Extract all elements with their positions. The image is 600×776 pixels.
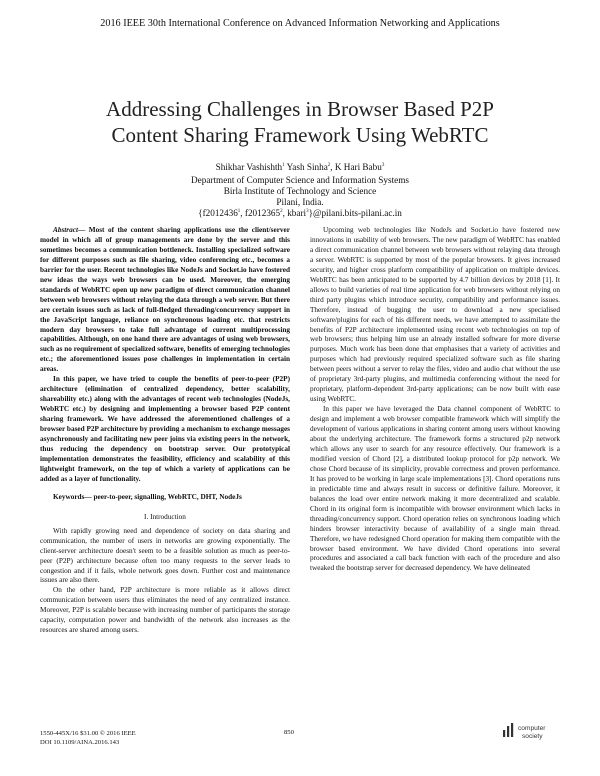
author-3: , K Hari Babu bbox=[330, 162, 382, 172]
logo-line-1: computer bbox=[518, 725, 546, 732]
intro-paragraph-1: With rapidly growing need and dependence of society on data sharing and communication, the number of users in networks are growing exponentially. The client-server architecture doesn't seem to be a feasible solution as much as peer-to-peer (P2P) architecture because often too many requests to the server leads to congestion and if it fails, whole network goes down. Further cost and maintenance issues are also there. bbox=[40, 526, 290, 585]
author-emails bbox=[60, 208, 540, 220]
author-department: Department of Computer Science and Information Systems bbox=[191, 175, 409, 185]
email-1-mark: 1 bbox=[237, 208, 241, 214]
left-column bbox=[40, 226, 290, 636]
author-3-mark: 3 bbox=[381, 162, 385, 168]
abstract-label: Abstract bbox=[53, 226, 78, 234]
title-line-1: Addressing Challenges in Browser Based P2P bbox=[106, 97, 494, 121]
author-1-mark: 1 bbox=[282, 162, 285, 168]
author-institution: Birla Institute of Technology and Science bbox=[223, 186, 377, 196]
computer-society-logo bbox=[500, 721, 570, 747]
intro-paragraph-2: On the other hand, P2P architecture is more reliable as it allows direct communication between users thus eliminates the need of any centralized instance. Moreover, P2P is scalable because with increasing number of participants the storage capacity, computation power and bandwidth of the network also increases as the resources are shared among users. bbox=[40, 586, 290, 635]
right-paragraph-2: In this paper we have leveraged the Data channel component of WebRTC to design and implement a web browser compatible framework which will simplify the development of various applications in sharing content among users without knowing about the underlying architecture. The framework forms a structured p2p network which allows any user to search for any resource effectively. Our framework is a modified version of Chord [2], a distributed lookup protocol for p2p network. We chose Chord because of its simplicity, provable correctness and proven performance. It has proved to be working in large scale implementations [3]. Chord operations runs in predictable time and always result in success or definitive failure. Moreover, it balances the load over entire network making it more decentralized and scalable. Chord in its original form is incompatible with browser environment which lacks in threading/concurrency support. Chord operation relies on synchronous loading which hinders browser interactivity because of availability of a single main thread. Therefore, we have redesigned Chord operation for making them compatible with the browser based environment. We have divided Chord operations into several procedures and associated a call back function with each of the procedure and also tweaked the bootstrap server for decreased dependency. We have delineated bbox=[310, 405, 560, 573]
email-2-mark: 2 bbox=[280, 208, 283, 214]
right-column bbox=[310, 226, 560, 574]
footer-left bbox=[40, 729, 136, 747]
author-2: Yash Sinha bbox=[284, 162, 328, 172]
abstract-paragraph-2: In this paper, we have tried to couple the benefits of peer-to-peer (P2P) architecture (elimination of centralized dependency, better scalability, shareability etc.) along with the advantages of recent web technologies (NodeJs, WebRTC etc.) by designing and implementing a browser based P2P content sharing framework. We have addressed the aforementioned challenges of a browser based P2P architecture by providing a mechanism to exchange messages asynchronously and facilitating new peer joins via existing peers in the network, thus reducing the dependency on bootstrap server. Our prototypical implementation demonstrates the feasibility, efficiency and scalability of this lightweight framework, on the top of which a variety of applications can be added as a layer of functionality. bbox=[40, 375, 290, 483]
footer-doi: DOI 10.1109/AINA.2016.143 bbox=[40, 739, 120, 746]
author-names bbox=[60, 162, 540, 174]
title-line-2: Content Sharing Framework Using WebRTC bbox=[111, 123, 489, 147]
keywords: Keywords— peer-to-peer, signalling, WebRTC, DHT, NodeJs bbox=[53, 492, 242, 501]
logo-line-2: society bbox=[522, 733, 543, 740]
abstract-paragraph-1 bbox=[40, 226, 290, 375]
paper-title bbox=[50, 96, 550, 148]
email-2: , f2012365 bbox=[240, 208, 281, 218]
email-1: {f2012436 bbox=[198, 208, 238, 218]
abstract-text-1: — Most of the content sharing applications use the client/server model in which all of group managements are done by the server and this sometimes becomes a communication bottleneck. Installing specialized software for different purposes such as file sharing, video conferencing etc., becomes a barrier for the user. Recent technologies like NodeJs and Socket.io have fostered new ideas the ways web browsers can be used. Moreover, the emerging standards of WebRTC open up new paradigm of direct communication channel between web browsers without relaying the data through a web server. But there are certain issues such as lack of full-fledged threading/concurrency support in the JavaScript language, reliance on synchronous loading etc. that restricts modern day browsers to take full advantage of current multiprocessing capabilities. Although, on one hand there are advantages of using web browsers, such as no requirement of specialized software, benefits of emerging technologies etc.; the aforementioned issues pose challenges in implementation in certain areas. bbox=[40, 226, 290, 374]
author-2-mark: 2 bbox=[327, 162, 331, 168]
page-number: 850 bbox=[284, 729, 294, 736]
email-domain: }@pilani.bits-pilani.ac.in bbox=[308, 208, 402, 218]
email-3-mark: 3 bbox=[306, 208, 309, 214]
right-paragraph-1: Upcoming web technologies like NodeJs and Socket.io have fostered new innovations in usability of web browsers. The new paradigm of WebRTC has enabled a direct communication channel between web browsers without relaying data through a server. WebRTC is supported by most of the popular browsers. It gives increased security, and higher cross platform compatibility of application on multiple devices. WebRTC has been anticipated to be supported by 4.7 billion devices by 2018 [1]. It allows to build varieties of real time application for web browsers without relying on third party plugins which introduce security, compatibility and performance issues. Therefore, instead of bugging the user to download a new specialised software/plugins for each of his different needs, we have attempted to assimilate the benefits of P2P architecture implemented using recent web technologies on top of web browsers; thus helping him use an already installed software for more diverse purposes. Much work has been done that emphasises that a variety of activities and purposes which had previously required specialized software such as file sharing between peers without a server to relay the files, video and audio chat without the use of proprietary 3rd-party plugins, and multimedia conferencing without the need for proprietary, platform-dependent 3rd-party applications; can be now built with ease using WebRTC. bbox=[310, 226, 560, 404]
footer-issn: 1550-445X/16 $31.00 © 2016 IEEE bbox=[40, 730, 136, 737]
author-location: Pilani, India. bbox=[276, 197, 324, 207]
email-3: , kbari bbox=[282, 208, 307, 218]
author-1: Shikhar Vashishth bbox=[215, 162, 283, 172]
conference-header: 2016 IEEE 30th International Conference on Advanced Information Networking and Applications bbox=[100, 18, 500, 29]
section-heading: I. Introduction bbox=[144, 512, 186, 521]
